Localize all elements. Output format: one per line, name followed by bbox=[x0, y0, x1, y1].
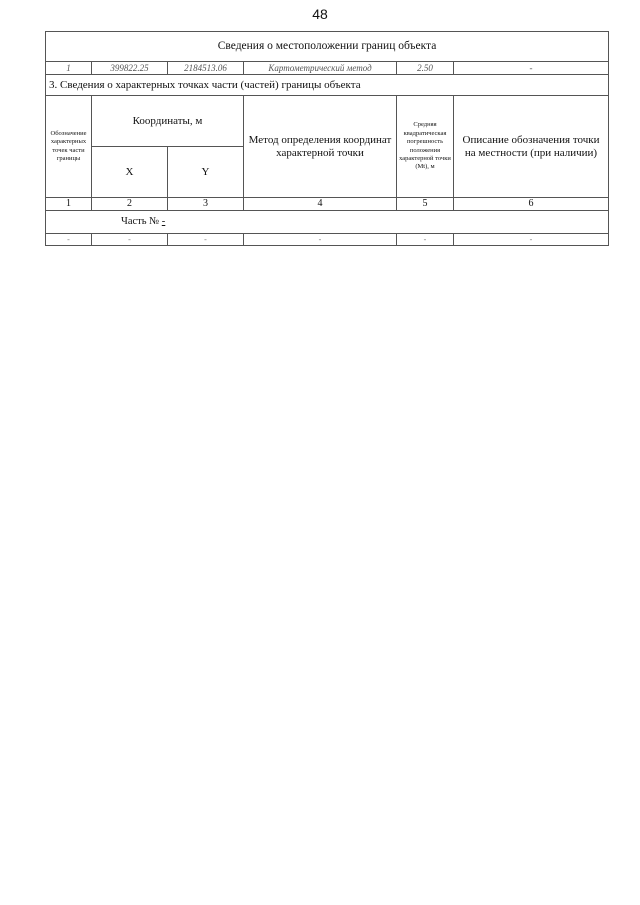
header-x: X bbox=[92, 147, 168, 198]
boundary-table bbox=[45, 31, 609, 246]
part-number: - bbox=[161, 215, 166, 227]
table-row bbox=[46, 62, 609, 75]
column-number: 5 bbox=[397, 198, 454, 211]
cell-x: 399822.25 bbox=[92, 62, 168, 75]
column-number: 6 bbox=[454, 198, 609, 211]
header-description: Описание обозначения точки на местности (при наличии) bbox=[454, 96, 609, 198]
section-row bbox=[46, 75, 609, 96]
cell-error: - bbox=[397, 234, 454, 246]
cell-point: 1 bbox=[46, 62, 92, 75]
header-coordinates: Координаты, м bbox=[92, 96, 244, 147]
cell-description: - bbox=[454, 62, 609, 75]
table-row bbox=[46, 234, 609, 246]
part-row bbox=[46, 211, 609, 234]
cell-method: Картометрический метод bbox=[244, 62, 397, 75]
cell-point: - bbox=[46, 234, 92, 246]
column-number: 3 bbox=[168, 198, 244, 211]
part-label bbox=[46, 211, 609, 234]
header-row bbox=[46, 96, 609, 147]
column-number: 1 bbox=[46, 198, 92, 211]
table-title: Сведения о местоположении границ объекта bbox=[46, 32, 609, 62]
column-number: 4 bbox=[244, 198, 397, 211]
header-method: Метод определения координат характерной точки bbox=[244, 96, 397, 198]
page-number: 48 bbox=[312, 6, 328, 22]
cell-method: - bbox=[244, 234, 397, 246]
cell-description: - bbox=[454, 234, 609, 246]
cell-error: 2.50 bbox=[397, 62, 454, 75]
column-number: 2 bbox=[92, 198, 168, 211]
cell-x: - bbox=[92, 234, 168, 246]
header-y: Y bbox=[168, 147, 244, 198]
section-title: 3. Сведения о характерных точках части (частей) границы объекта bbox=[46, 75, 609, 96]
cell-y: - bbox=[168, 234, 244, 246]
part-label-text: Часть № bbox=[121, 215, 162, 227]
cell-y: 2184513.06 bbox=[168, 62, 244, 75]
title-row bbox=[46, 32, 609, 62]
header-point-designation: Обозначение характерных точек части границы bbox=[46, 96, 92, 198]
column-numbers-row bbox=[46, 198, 609, 211]
header-error: Средняя квадратическая погрешность положения характерной точки (Мt), м bbox=[397, 96, 454, 198]
